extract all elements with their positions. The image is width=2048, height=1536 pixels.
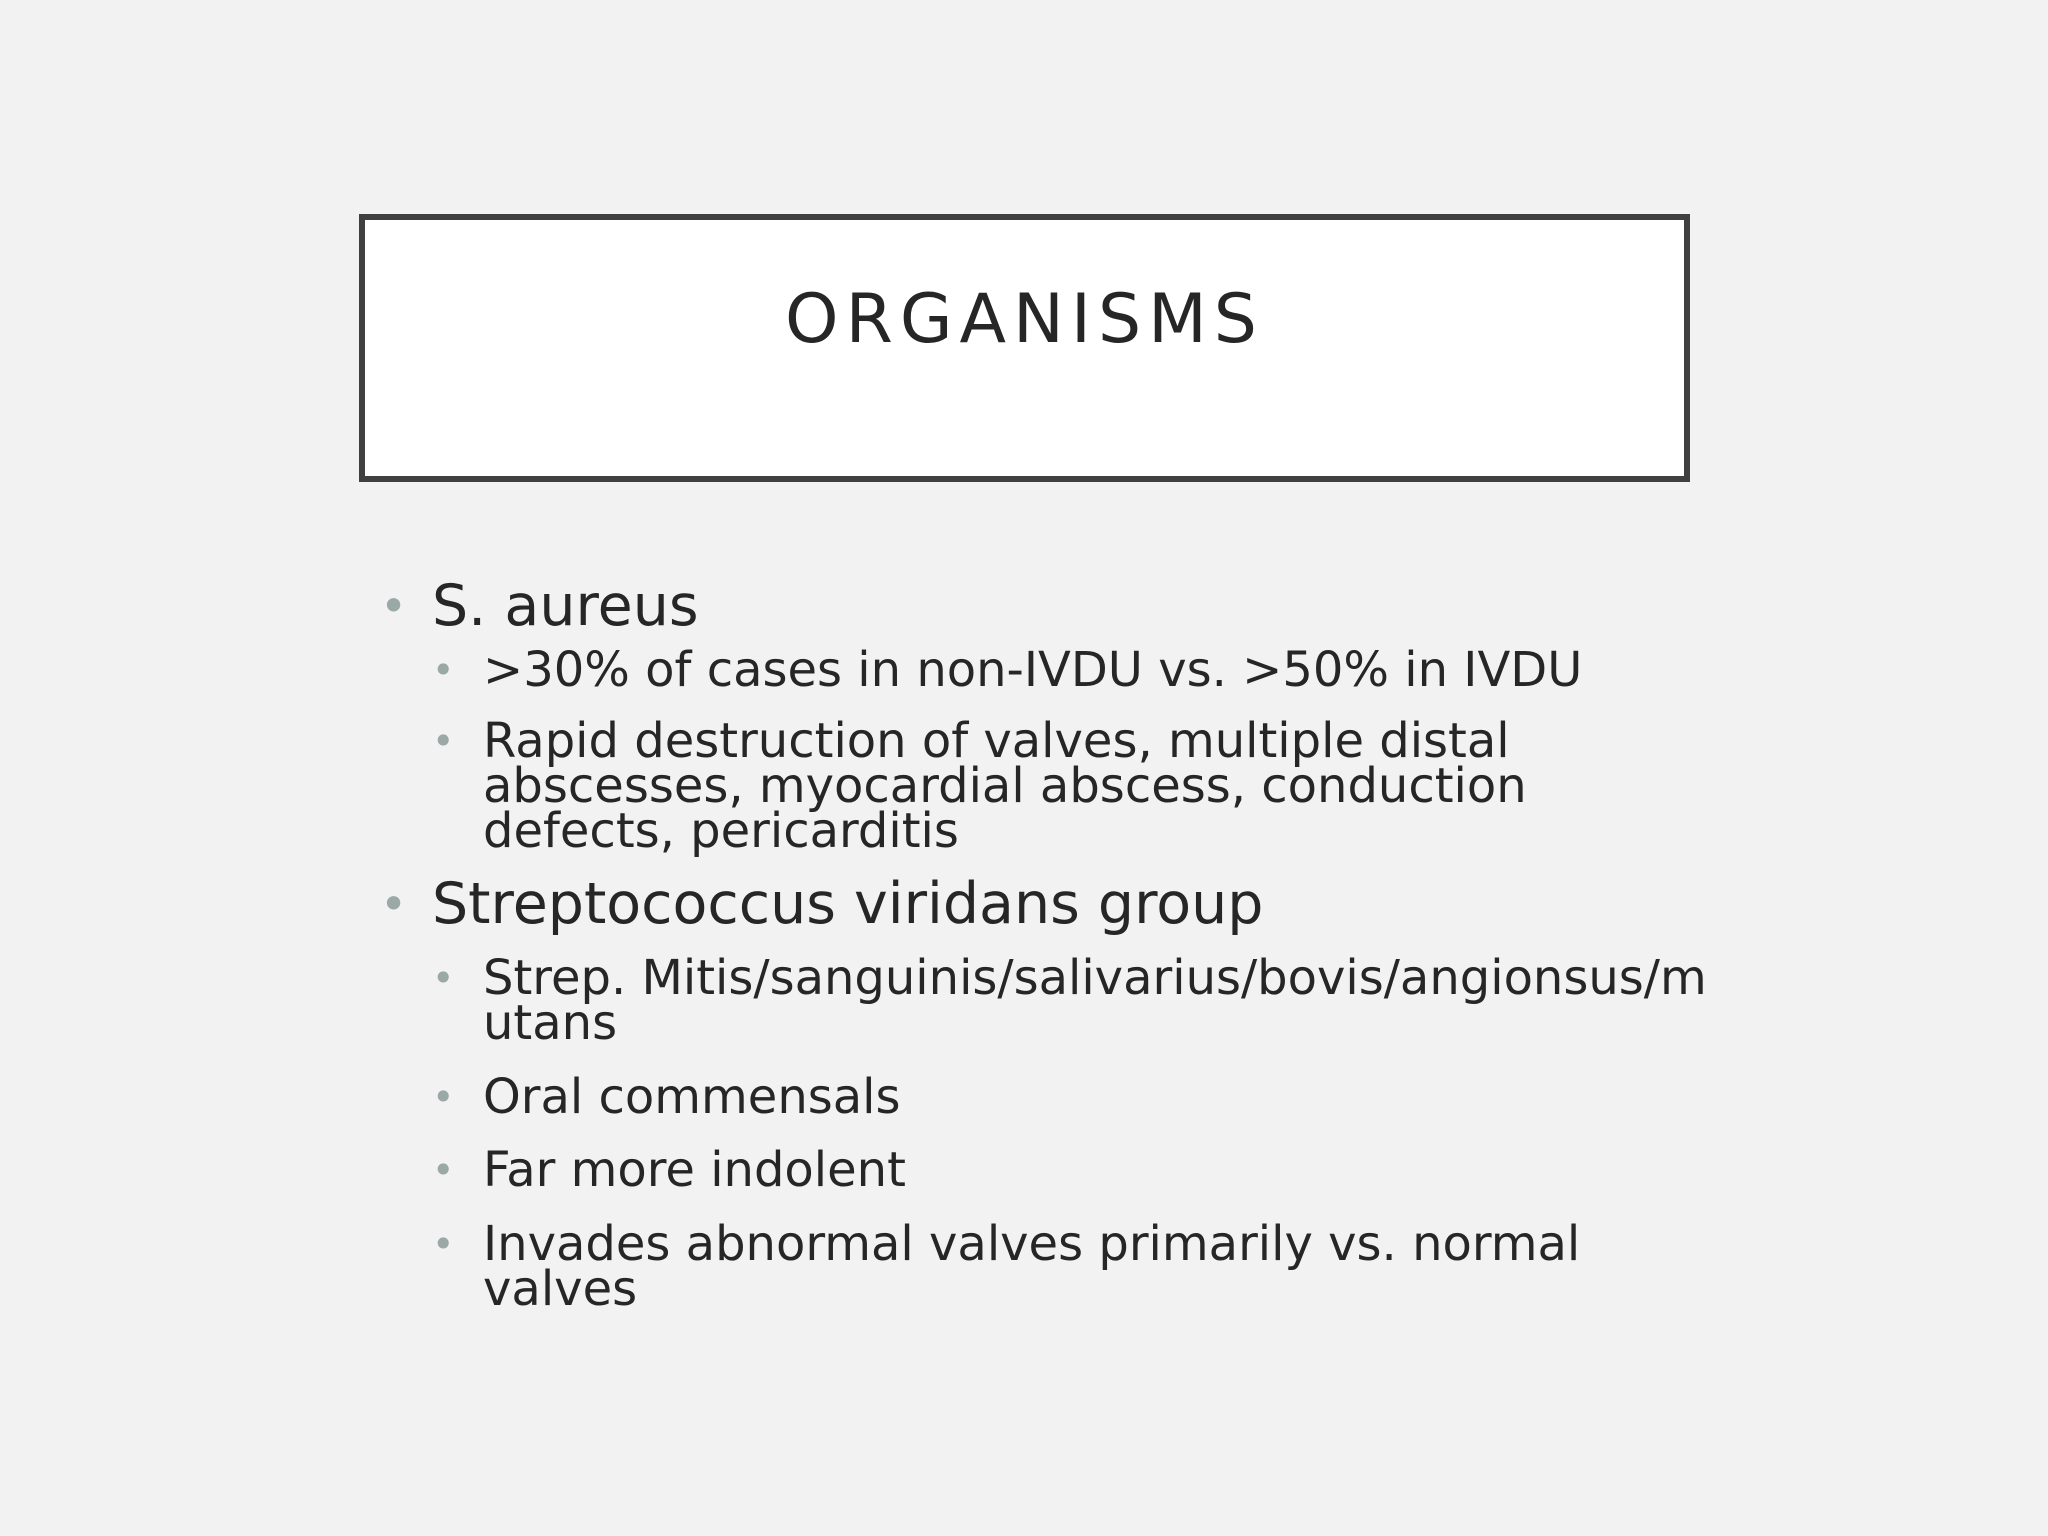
bullet-icon: • bbox=[432, 648, 455, 692]
sub-bullet-item bbox=[380, 1069, 1680, 1125]
sub-bullet-text: Rapid destruction of valves, multiple distal abscesses, myocardial abscess, conduction defects, pericarditis bbox=[483, 713, 1527, 859]
sub-bullet-item bbox=[380, 950, 1723, 1051]
bullet-text: S. aureus bbox=[432, 573, 699, 639]
bullet-icon: • bbox=[380, 877, 408, 931]
bullet-item-s-aureus bbox=[380, 572, 1680, 640]
title-box bbox=[359, 214, 1690, 482]
sub-bullet-item bbox=[380, 713, 1633, 859]
bullet-icon: • bbox=[432, 1075, 455, 1119]
sub-bullet-text: Strep. Mitis/sanguinis/salivarius/bovis/angionsus/mutans bbox=[483, 950, 1707, 1051]
bullet-icon: • bbox=[432, 1222, 455, 1266]
slide-title: ORGANISMS bbox=[785, 280, 1264, 359]
sub-bullet-text: >30% of cases in non-IVDU vs. >50% in IVDU bbox=[483, 642, 1583, 698]
sub-bullet-item bbox=[380, 1216, 1633, 1317]
sub-bullet-text: Far more indolent bbox=[483, 1142, 906, 1198]
sub-bullet-item bbox=[380, 642, 1680, 698]
bullet-icon: • bbox=[432, 956, 455, 1000]
sub-bullet-text: Invades abnormal valves primarily vs. normal valves bbox=[483, 1216, 1581, 1317]
sub-bullet-item bbox=[380, 1142, 1680, 1198]
bullet-icon: • bbox=[432, 719, 455, 763]
bullet-item-streptococcus bbox=[380, 870, 1680, 938]
bullet-icon: • bbox=[380, 579, 408, 633]
bullet-icon: • bbox=[432, 1148, 455, 1192]
sub-bullet-text: Oral commensals bbox=[483, 1069, 901, 1125]
bullet-text: Streptococcus viridans group bbox=[432, 871, 1264, 937]
bullet-list bbox=[380, 568, 1707, 1317]
